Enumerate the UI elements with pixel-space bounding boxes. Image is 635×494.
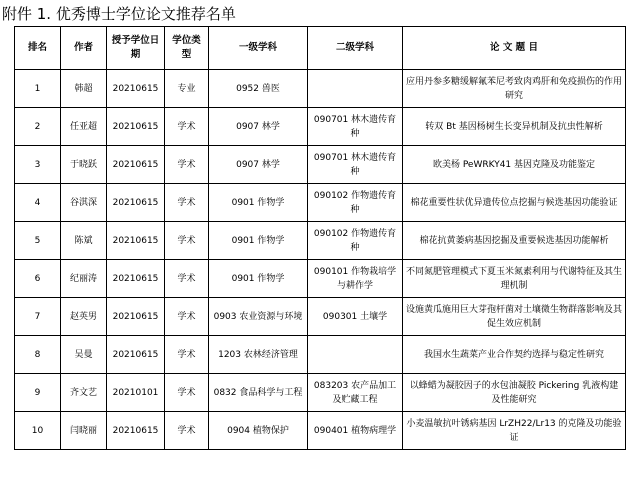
document-title: 附件 1. 优秀博士学位论文推荐名单 xyxy=(2,5,236,23)
rank-cell: 6 xyxy=(15,260,61,298)
second-discipline-cell: 090301 土壤学 xyxy=(308,298,403,336)
rank-cell: 9 xyxy=(15,374,61,412)
table-row xyxy=(15,298,626,336)
date-cell: 20210615 xyxy=(107,146,165,184)
rank-cell: 5 xyxy=(15,222,61,260)
date-cell: 20210615 xyxy=(107,336,165,374)
date-cell: 20210101 xyxy=(107,374,165,412)
thesis-title-cell: 应用丹参多糖缓解氟苯尼考致肉鸡肝和免疫损伤的作用研究 xyxy=(403,70,626,108)
second-discipline-cell xyxy=(308,70,403,108)
first-discipline-cell: 0904 植物保护 xyxy=(209,412,308,450)
date-cell: 20210615 xyxy=(107,70,165,108)
rank-cell: 7 xyxy=(15,298,61,336)
header-author: 作者 xyxy=(61,27,107,70)
first-discipline-cell: 0903 农业资源与环境 xyxy=(209,298,308,336)
table-row xyxy=(15,260,626,298)
second-discipline-cell: 090102 作物遗传育种 xyxy=(308,184,403,222)
date-cell: 20210615 xyxy=(107,260,165,298)
thesis-title-cell: 以蜂蜡为凝胶因子的水包油凝胶 Pickering 乳液构建及性能研究 xyxy=(403,374,626,412)
degree-type-cell: 学术 xyxy=(165,184,209,222)
table-row xyxy=(15,184,626,222)
author-cell: 赵英男 xyxy=(61,298,107,336)
author-cell: 齐文艺 xyxy=(61,374,107,412)
rank-cell: 3 xyxy=(15,146,61,184)
author-cell: 韩超 xyxy=(61,70,107,108)
first-discipline-cell: 0907 林学 xyxy=(209,146,308,184)
second-discipline-cell: 090701 林木遗传育种 xyxy=(308,108,403,146)
first-discipline-cell: 0952 兽医 xyxy=(209,70,308,108)
author-cell: 于晓跃 xyxy=(61,146,107,184)
table-row xyxy=(15,70,626,108)
table-row xyxy=(15,108,626,146)
header-first-discipline: 一级学科 xyxy=(209,27,308,70)
degree-type-cell: 学术 xyxy=(165,336,209,374)
rank-cell: 1 xyxy=(15,70,61,108)
thesis-title-cell: 棉花重要性状优异遗传位点挖掘与候选基因功能验证 xyxy=(403,184,626,222)
header-date: 授予学位日期 xyxy=(107,27,165,70)
table-row xyxy=(15,222,626,260)
first-discipline-cell: 0901 作物学 xyxy=(209,260,308,298)
degree-type-cell: 学术 xyxy=(165,146,209,184)
first-discipline-cell: 0901 作物学 xyxy=(209,184,308,222)
degree-type-cell: 学术 xyxy=(165,260,209,298)
table-header-row xyxy=(15,27,626,70)
table-row xyxy=(15,336,626,374)
degree-type-cell: 学术 xyxy=(165,222,209,260)
degree-type-cell: 学术 xyxy=(165,108,209,146)
header-rank: 排名 xyxy=(15,27,61,70)
rank-cell: 2 xyxy=(15,108,61,146)
thesis-title-cell: 小麦温敏抗叶锈病基因 LrZH22/Lr13 的克隆及功能验证 xyxy=(403,412,626,450)
date-cell: 20210615 xyxy=(107,108,165,146)
date-cell: 20210615 xyxy=(107,412,165,450)
header-degree-type: 学位类型 xyxy=(165,27,209,70)
table-body xyxy=(15,70,626,450)
author-cell: 吴曼 xyxy=(61,336,107,374)
first-discipline-cell: 0907 林学 xyxy=(209,108,308,146)
author-cell: 谷淇深 xyxy=(61,184,107,222)
date-cell: 20210615 xyxy=(107,222,165,260)
first-discipline-cell: 0901 作物学 xyxy=(209,222,308,260)
thesis-title-cell: 设施黄瓜施用巨大芽孢杆菌对土壤微生物群落影响及其促生效应机制 xyxy=(403,298,626,336)
rank-cell: 4 xyxy=(15,184,61,222)
table-row xyxy=(15,412,626,450)
second-discipline-cell: 090101 作物栽培学与耕作学 xyxy=(308,260,403,298)
header-second-discipline: 二级学科 xyxy=(308,27,403,70)
thesis-title-cell: 棉花抗黄萎病基因挖掘及重要候选基因功能解析 xyxy=(403,222,626,260)
first-discipline-cell: 1203 农林经济管理 xyxy=(209,336,308,374)
second-discipline-cell: 090401 植物病理学 xyxy=(308,412,403,450)
degree-type-cell: 专业 xyxy=(165,70,209,108)
header-thesis-title: 论 文 题 目 xyxy=(403,27,626,70)
table-row xyxy=(15,374,626,412)
recommendation-table xyxy=(14,26,626,450)
date-cell: 20210615 xyxy=(107,298,165,336)
author-cell: 陈斌 xyxy=(61,222,107,260)
author-cell: 纪丽涛 xyxy=(61,260,107,298)
degree-type-cell: 学术 xyxy=(165,374,209,412)
degree-type-cell: 学术 xyxy=(165,412,209,450)
rank-cell: 10 xyxy=(15,412,61,450)
second-discipline-cell: 083203 农产品加工及贮藏工程 xyxy=(308,374,403,412)
thesis-title-cell: 欧美杨 PeWRKY41 基因克隆及功能鉴定 xyxy=(403,146,626,184)
thesis-title-cell: 转双 Bt 基因杨树生长变异机制及抗虫性解析 xyxy=(403,108,626,146)
author-cell: 闫晓丽 xyxy=(61,412,107,450)
rank-cell: 8 xyxy=(15,336,61,374)
second-discipline-cell: 090701 林木遗传育种 xyxy=(308,146,403,184)
table-row xyxy=(15,146,626,184)
thesis-title-cell: 我国水生蔬菜产业合作契约选择与稳定性研究 xyxy=(403,336,626,374)
second-discipline-cell: 090102 作物遗传育种 xyxy=(308,222,403,260)
thesis-title-cell: 不同氮肥管理模式下夏玉米氮素利用与代谢特征及其生理机制 xyxy=(403,260,626,298)
degree-type-cell: 学术 xyxy=(165,298,209,336)
author-cell: 任亚超 xyxy=(61,108,107,146)
first-discipline-cell: 0832 食品科学与工程 xyxy=(209,374,308,412)
date-cell: 20210615 xyxy=(107,184,165,222)
second-discipline-cell xyxy=(308,336,403,374)
